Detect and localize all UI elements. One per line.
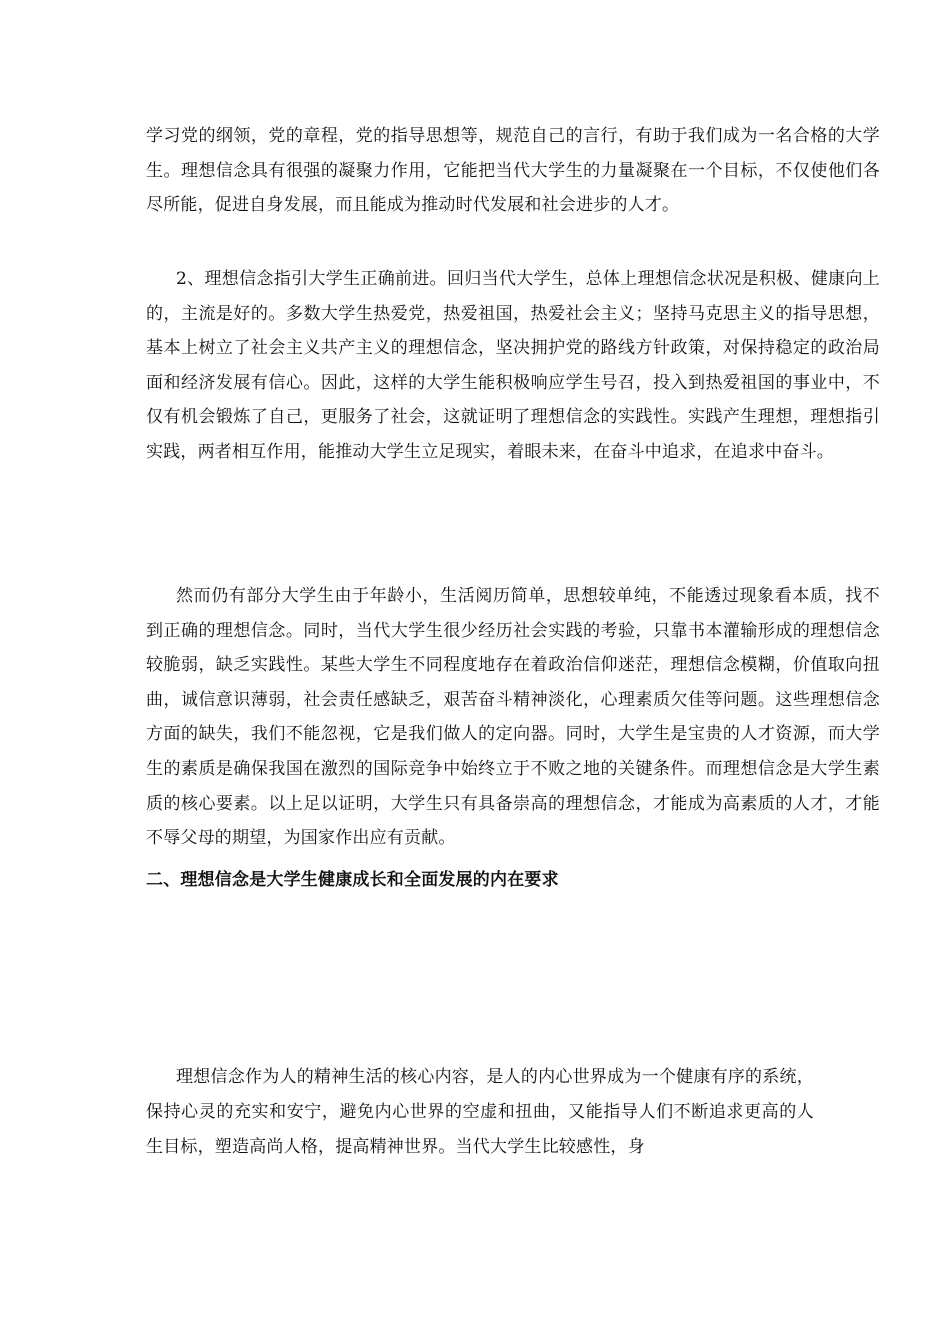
body-paragraph-2: 2、理想信念指引大学生正确前进。回归当代大学生，总体上理想信念状况是积极、健康向上的，主流是好的。多数大学生热爱党，热爱祖国，热爱社会主义；坚持马克思主义的指导思想，基本上树立了社会主义共产主义的理想信念，坚决拥护党的路线方针政策，对保持稳定的政治局面和经济发展有信心。因此，这样的大学生能积极响应学生号召，投入到热爱祖国的事业中，不仅有机会锻炼了自己，更服务了社会，这就证明了理想信念的实践性。实践产生理想，理想指引实践，两者相互作用，能推动大学生立足现实，着眼未来，在奋斗中追求，在追求中奋斗。 [146, 269, 880, 462]
body-paragraph-1: 学习党的纲领，党的章程，党的指导思想等，规范自己的言行，有助于我们成为一名合格的大学生。理想信念具有很强的凝聚力作用，它能把当代大学生的力量凝聚在一个目标，不仅使他们各尽所能，促进自身发展，而且能成为推动时代发展和社会进步的人才。 [146, 126, 880, 216]
body-paragraph-3: 然而仍有部分大学生由于年龄小，生活阅历简单，思想较单纯，不能透过现象看本质，找不到正确的理想信念。同时，当代大学生很少经历社会实践的考验，只靠书本灌输形成的理想信念较脆弱，缺乏实践性。某些大学生不同程度地存在着政治信仰迷茫，理想信念模糊，价值取向扭曲，诚信意识薄弱，社会责任感缺乏，艰苦奋斗精神淡化，心理素质欠佳等问题。这些理想信念方面的缺失，我们不能忽视，它是我们做人的定向器。同时，大学生是宝贵的人才资源，而大学生的素质是确保我国在激烈的国际竞争中始终立于不败之地的关键条件。而理想信念是大学生素质的核心要素。以上足以证明，大学生只有具备崇高的理想信念，才能成为高素质的人才，才能不辱父母的期望，为国家作出应有贡献。 [146, 586, 880, 849]
section-heading: 二、理想信念是大学生健康成长和全面发展的内在要求 [146, 870, 559, 890]
body-paragraph-4: 理想信念作为人的精神生活的核心内容，是人的内心世界成为一个健康有序的系统，保持心灵的充实和安宁，避免内心世界的空虚和扭曲，又能指导人们不断追求更高的人生目标，塑造高尚人格，提高精神世界。当代大学生比较感性，身 [146, 1067, 814, 1157]
